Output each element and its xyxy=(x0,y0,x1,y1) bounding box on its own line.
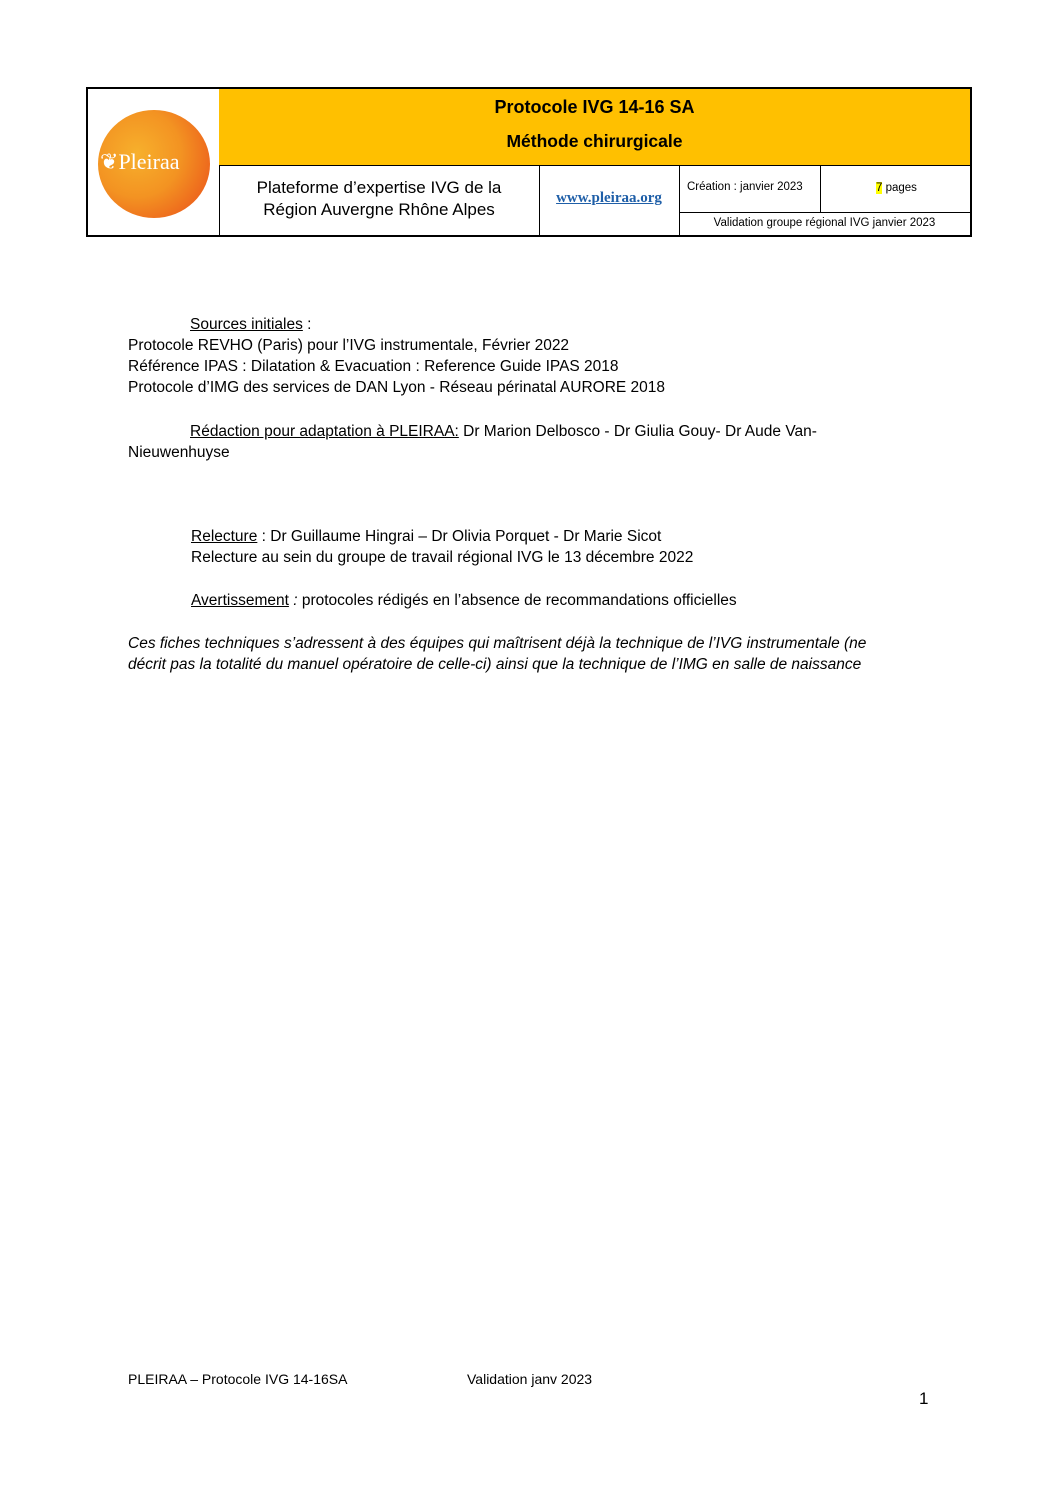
document-title: Protocole IVG 14-16 SA xyxy=(494,97,695,117)
redaction-line: Rédaction pour adaptation à PLEIRAA: Dr Marion Delbosco - Dr Giulia Gouy- Dr Aude Van- xyxy=(190,423,817,440)
relecture-line: Relecture : Dr Guillaume Hingrai – Dr Olivia Porquet - Dr Marie Sicot xyxy=(191,528,662,545)
validation-text: Validation groupe régional IVG janvier 2023 xyxy=(713,217,936,229)
platform-cell xyxy=(219,165,540,235)
source-line: Protocole REVHO (Paris) pour l’IVG instrumentale, Février 2022 xyxy=(128,337,570,354)
note-line: Ces fiches techniques s’adressent à des équipes qui maîtrisent déjà la technique de l’IVG instrumentale (ne xyxy=(128,635,867,652)
logo-cell xyxy=(88,89,220,235)
sources-heading: Sources initiales : xyxy=(190,316,312,333)
sprout-icon: ❦ xyxy=(100,149,119,174)
page-count: 7 pages xyxy=(876,182,917,194)
redaction-line-2: Nieuwenhuyse xyxy=(128,444,230,461)
creation-cell xyxy=(679,165,821,213)
avertissement-line: Avertissement : protocoles rédigés en l’absence de recommandations officielles xyxy=(191,592,737,609)
source-line: Référence IPAS : Dilatation & Evacuation : Reference Guide IPAS 2018 xyxy=(128,358,619,375)
source-line: Protocole d’IMG des services de DAN Lyon - Réseau périnatal AURORE 2018 xyxy=(128,379,666,396)
pages-cell xyxy=(820,165,970,213)
relecture-line-2: Relecture au sein du groupe de travail régional IVG le 13 décembre 2022 xyxy=(191,549,694,566)
validation-cell xyxy=(679,212,970,235)
footer-center: Validation janv 2023 xyxy=(467,1371,593,1387)
note-line: décrit pas la totalité du manuel opératoire de celle-ci) ainsi que la technique de l’IMG en salle de naissance xyxy=(128,656,862,673)
header-table xyxy=(86,87,972,237)
page-number: 1 xyxy=(919,1389,929,1408)
website-link[interactable]: www.pleiraa.org xyxy=(556,190,662,206)
creation-date: Création : janvier 2023 xyxy=(687,181,803,193)
url-cell xyxy=(539,165,680,235)
logo-text: ❦Pleiraa xyxy=(100,149,180,174)
title-cell xyxy=(219,89,970,166)
footer-left: PLEIRAA – Protocole IVG 14-16SA xyxy=(128,1371,348,1387)
platform-text: Plateforme d’expertise IVG de la Région Auvergne Rhône Alpes xyxy=(256,178,502,219)
document-subtitle: Méthode chirurgicale xyxy=(506,131,683,151)
